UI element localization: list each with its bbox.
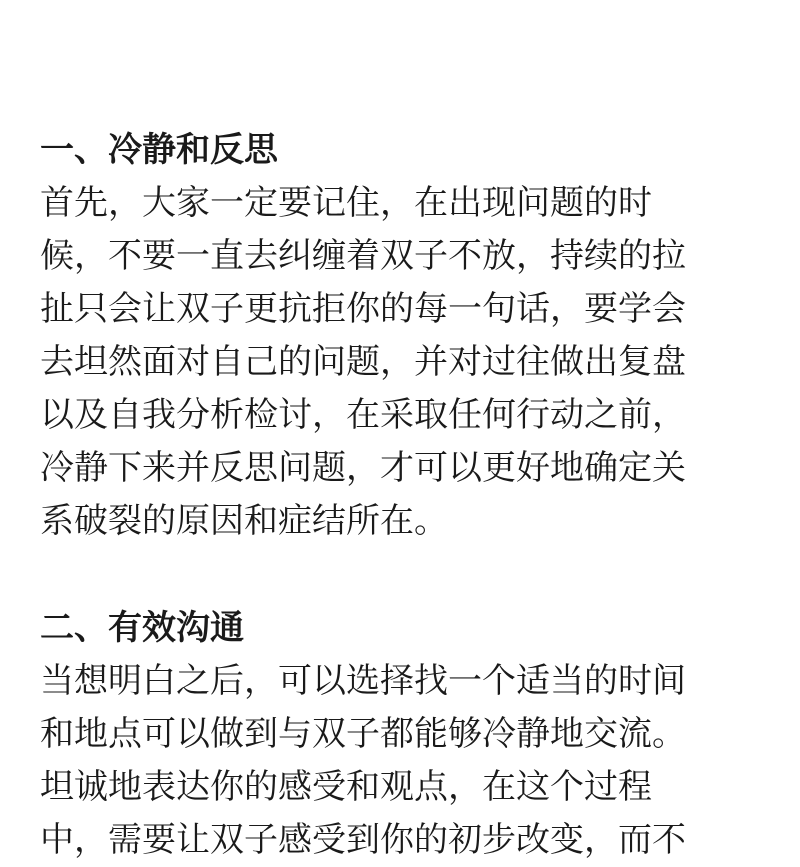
section-heading: 二、有效沟通 bbox=[40, 608, 244, 648]
text-line: 冷静下来并反思问题，才可以更好地确定关 bbox=[40, 448, 686, 488]
text-line: 中，需要让双子感受到你的初步改变，而不 bbox=[40, 820, 686, 860]
article-body bbox=[40, 124, 762, 867]
section-paragraph bbox=[40, 655, 762, 867]
text-line: 以及自我分析检讨，在采取任何行动之前， bbox=[40, 395, 686, 435]
section-heading: 一、冷静和反思 bbox=[40, 130, 278, 170]
text-line: 去坦然面对自己的问题，并对过往做出复盘 bbox=[40, 342, 686, 382]
text-line: 和地点可以做到与双子都能够冷静地交流。 bbox=[40, 714, 686, 754]
text-line: 扯只会让双子更抗拒你的每一句话，要学会 bbox=[40, 289, 686, 329]
text-line: 首先，大家一定要记住，在出现问题的时 bbox=[40, 183, 652, 223]
text-line: 系破裂的原因和症结所在。 bbox=[40, 501, 448, 541]
text-line: 坦诚地表达你的感受和观点，在这个过程 bbox=[40, 767, 652, 807]
text-line: 当想明白之后，可以选择找一个适当的时间 bbox=[40, 661, 686, 701]
text-line: 候，不要一直去纠缠着双子不放，持续的拉 bbox=[40, 236, 686, 276]
section-effective-communication bbox=[40, 602, 762, 867]
section-calm-reflection bbox=[40, 124, 762, 548]
section-paragraph bbox=[40, 177, 762, 548]
